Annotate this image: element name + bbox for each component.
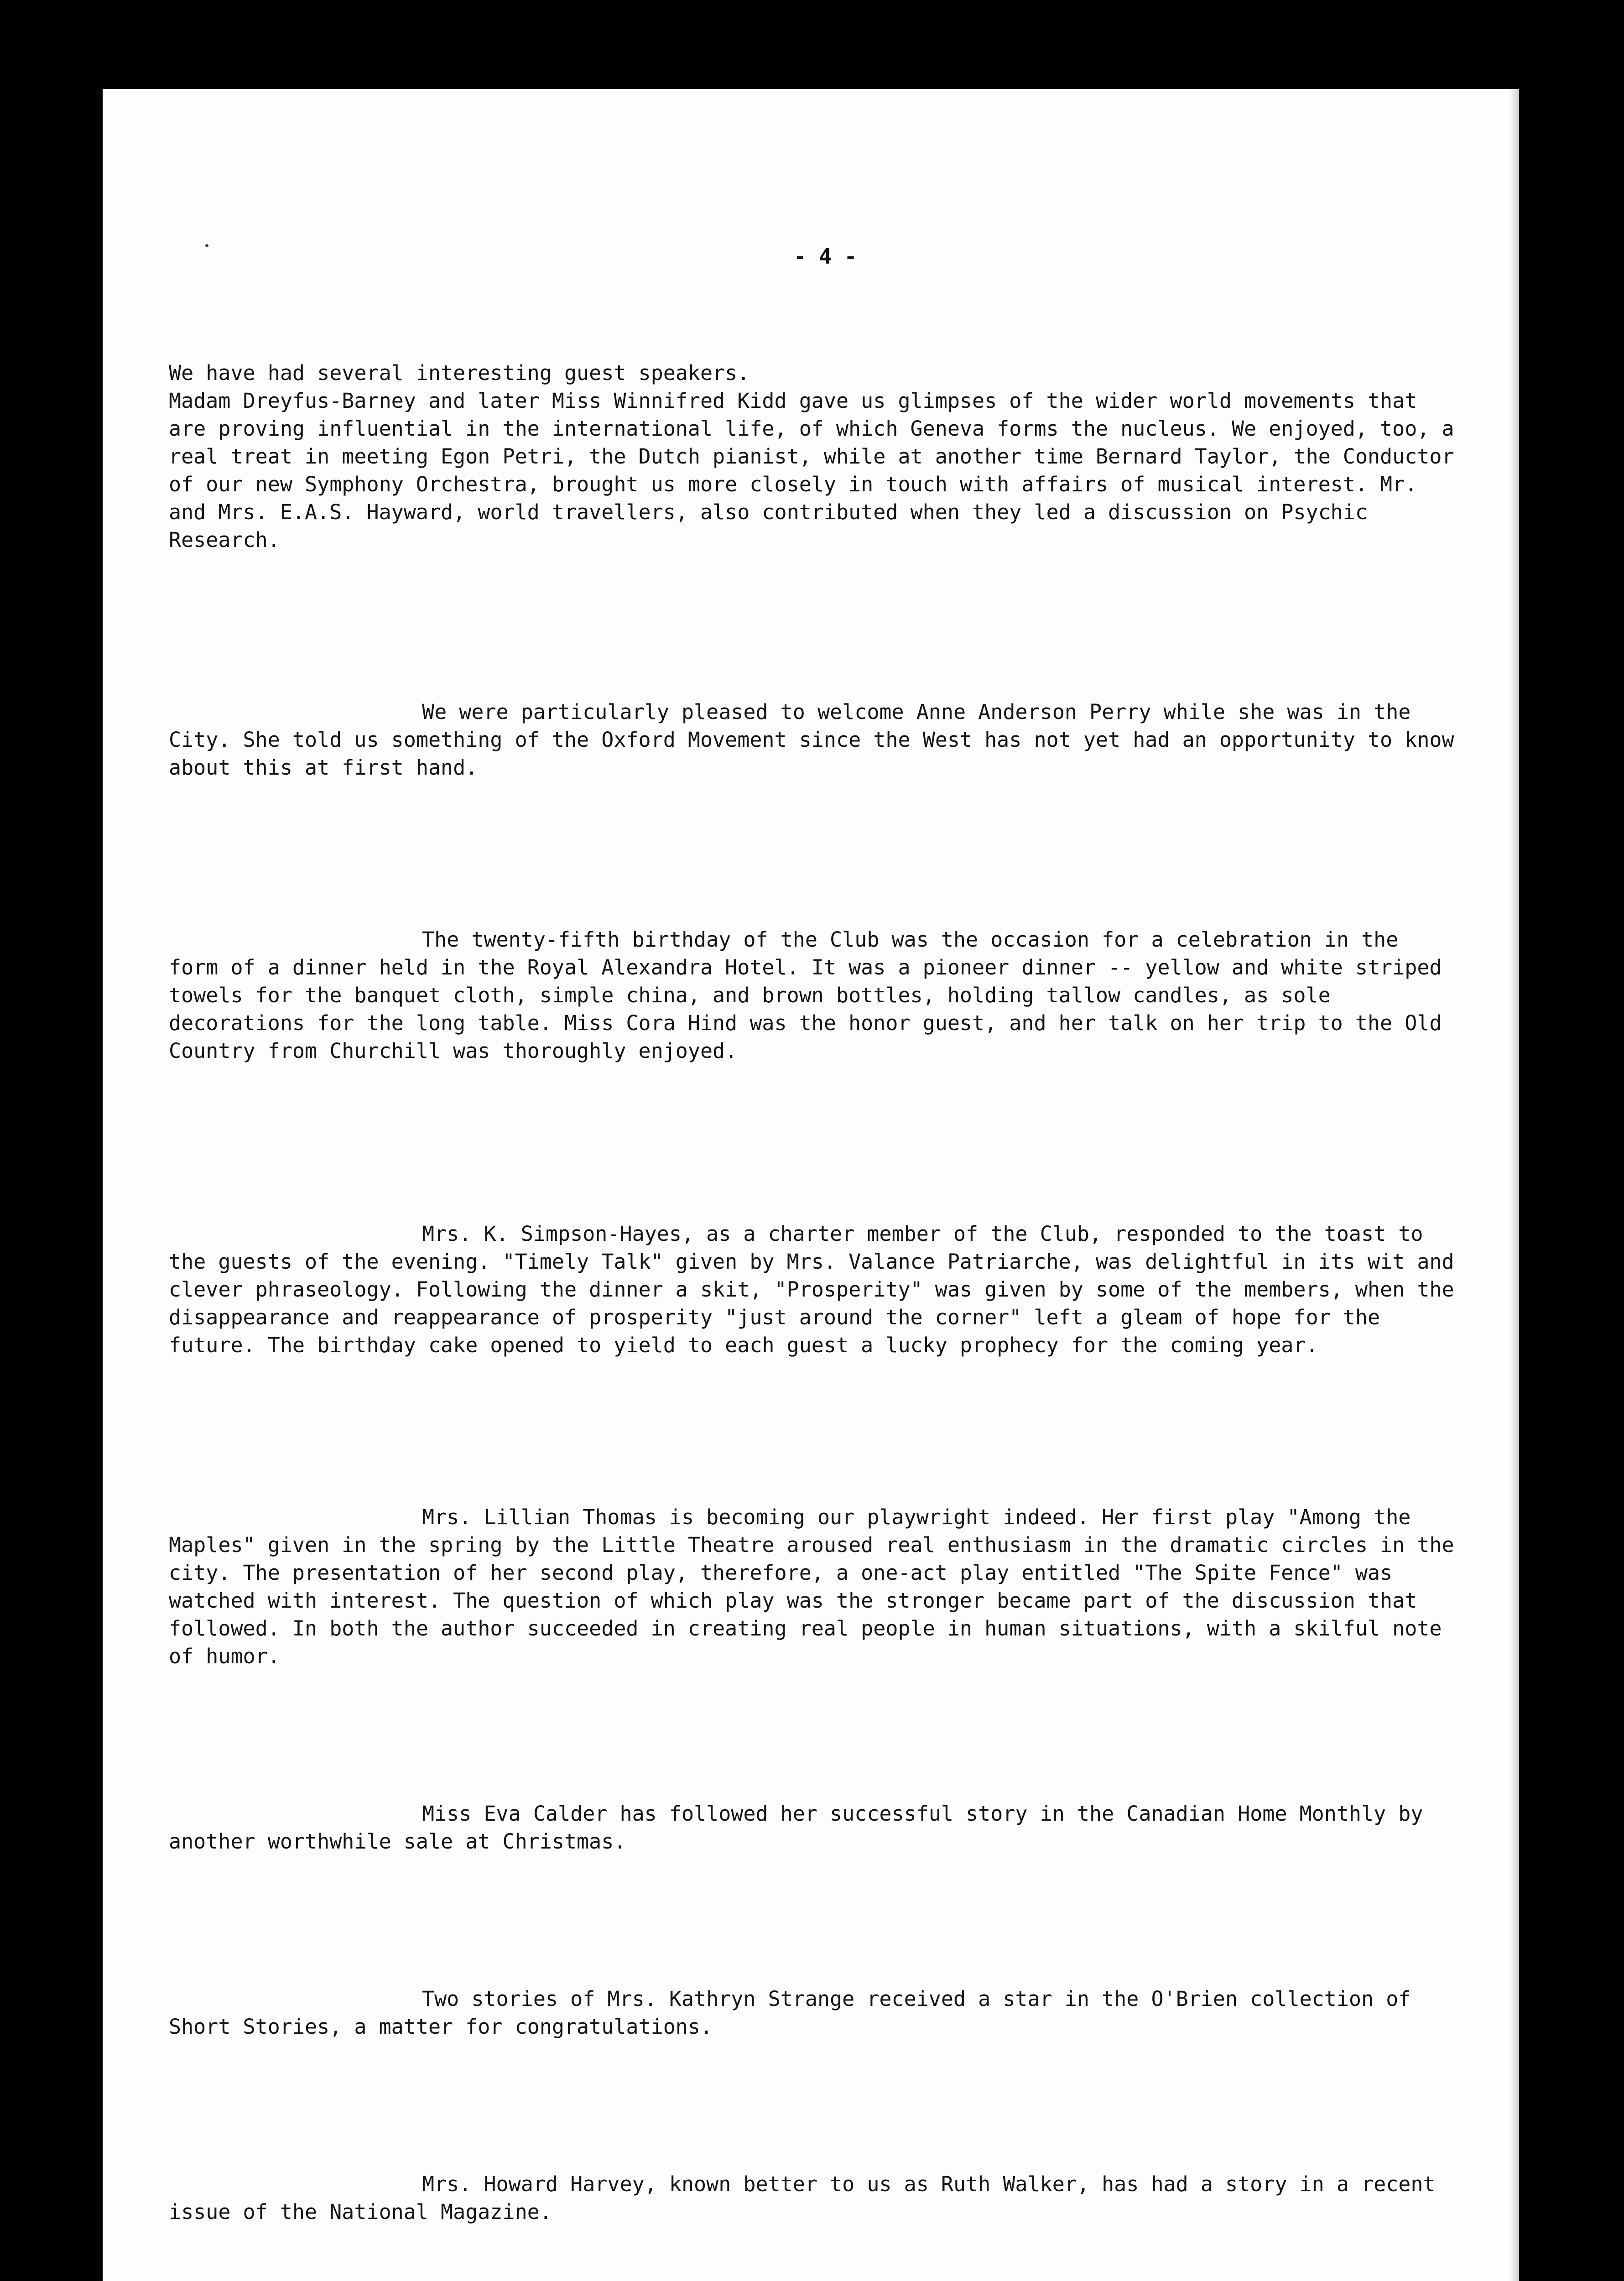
paragraph-simpson-hayes: Mrs. K. Simpson-Hayes, as a charter member of the Club, responded to the toast to the guests of the evening. "Timely Talk" given by Mrs. Valance Patriarche, was delightful in its wit and clever phraseology. Following the dinner a skit, "Prosperity" was given by some of the members, when the disappearance and reappearance of prosperity "just around the corner" left a gleam of hope for the future. The birthday cake opened to yield to each guest a lucky prophecy for the coming year. [169, 1222, 1467, 1357]
paragraph-birthday-dinner: The twenty-fifth birthday of the Club was the occasion for a celebration in the form of a dinner held in the Royal Alexandra Hotel. It was a pioneer dinner -- yellow and white striped towels for the banquet cloth, simple china, and brown bottles, holding tallow candles, as sole decorations for the long table. Miss Cora Hind was the honor guest, and her talk on her trip to the Old Country from Churchill was thoroughly enjoyed. [169, 927, 1454, 1063]
page-number: - 4 - [794, 244, 857, 269]
paragraph-eva-calder: Miss Eva Calder has followed her successful story in the Canadian Home Monthly by another worthwhile sale at Christmas. [169, 1802, 1436, 1854]
paragraph-guest-speakers: We have had several interesting guest speakers. Madam Dreyfus-Barney and later Miss Winnifred Kidd gave us glimpses of the wider world movements that are proving influential in the international life, of which Geneva forms the nucleus. We enjoyed, too, a real treat in meeting Egon Petri, the Dutch pianist, while at another time Bernard Taylor, the Conductor of our new Symphony Orchestra, brought us more closely in touch with affairs of musical interest. Mr. and Mrs. E.A.S. Hayward, world travellers, also contributed when they led a discussion on Psychic Research. [169, 361, 1454, 552]
document-page [103, 89, 1519, 2281]
paragraph-anne-perry: We were particularly pleased to welcome Anne Anderson Perry while she was in the City. She told us something of the Oxford Movement since the West has not yet had an opportunity to know about this at first hand. [169, 700, 1467, 780]
paragraph-kathryn-strange: Two stories of Mrs. Kathryn Strange received a star in the O'Brien collection of Short Stories, a matter for congratulations. [169, 1987, 1423, 2039]
paragraph-lillian-thomas: Mrs. Lillian Thomas is becoming our playwright indeed. Her first play "Among the Maples" given in the spring by the Little Theatre aroused real enthusiasm in the dramatic circles in the city. The presentation of her second play, therefore, a one-act play entitled "The Spite Fence" was watched with interest. The question of which play was the stronger became part of the discussion that followed. In both the author succeeded in creating real people in human situations, with a skilful note of humor. [169, 1505, 1467, 1668]
document-body [169, 303, 1467, 2281]
stray-mark [205, 244, 208, 247]
page-edge-shadow [1509, 89, 1519, 2281]
paragraph-howard-harvey: Mrs. Howard Harvey, known better to us as Ruth Walker, has had a story in a recent issue of the National Magazine. [169, 2172, 1448, 2224]
